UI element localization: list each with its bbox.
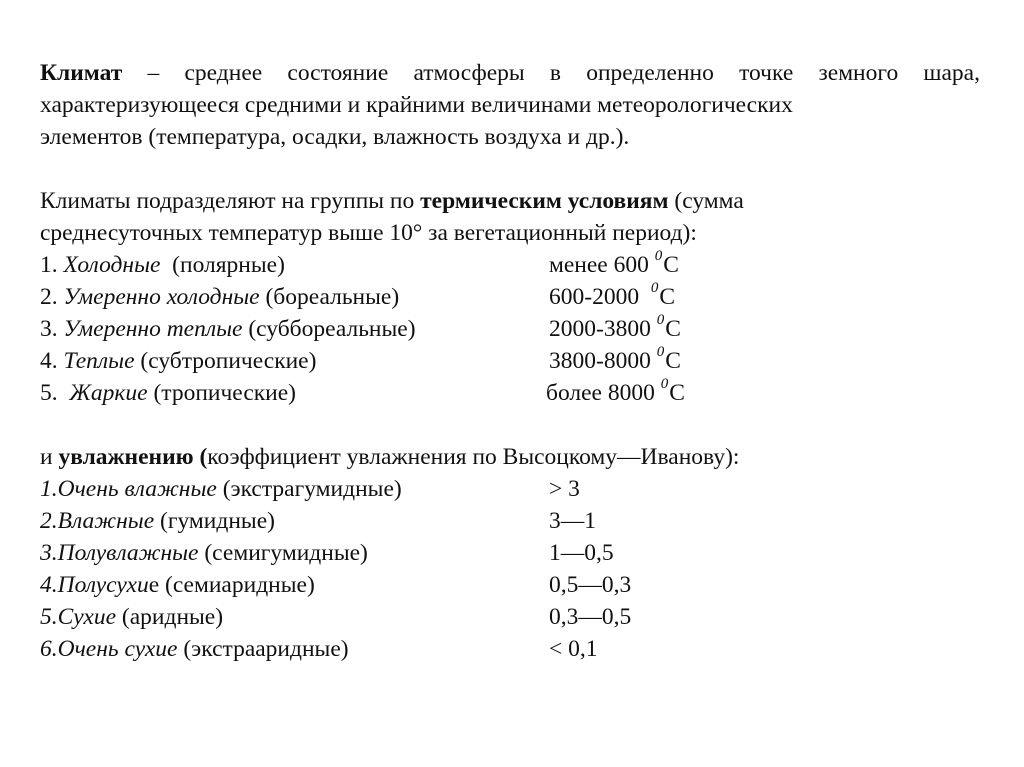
humidity-value: < 0,1	[549, 636, 598, 662]
definition-line1: – среднее состояние атмосферы в определенно точке земного шара,	[122, 60, 980, 86]
humidity-item: 5.Сухие (аридные) 0,3—0,5	[40, 601, 980, 633]
humidity-list	[40, 473, 980, 665]
thermal-item: 1. Холодные (полярные) менее 600 $^0$С	[40, 249, 980, 281]
definition-line3: элементов (температура, осадки, влажность воздуха и др.).	[40, 124, 630, 150]
definition-line2: характеризующееся средними и крайними величинами метеорологических	[40, 92, 793, 118]
climate-definition	[40, 57, 980, 121]
humidity-item: 3.Полувлажные (семигумидные) 1—0,5	[40, 537, 980, 569]
humidity-intro-bold: увлажнению (	[58, 444, 208, 470]
humidity-value: 0,3—0,5	[549, 604, 632, 630]
thermal-value: 3800-8000 $^0$С	[549, 344, 681, 374]
humidity-value: > 3	[549, 476, 580, 502]
humidity-item: 6.Очень сухие (экстрааридные) < 0,1	[40, 633, 980, 665]
thermal-item: 5. Жаркие (тропические) более 8000 $^0$С	[40, 377, 980, 409]
humidity-item: 4.Полусухие (семиаридные) 0,5—0,3	[40, 569, 980, 601]
thermal-intro: Климаты подразделяют на группы по термическим условиям (сумма	[40, 188, 744, 214]
thermal-list	[40, 249, 980, 409]
thermal-item: 4. Теплые (субтропические) 3800-8000 $^0$С	[40, 345, 980, 377]
humidity-intro: и увлажнению (коэффициент увлажнения по Высоцкому—Иванову):	[40, 444, 740, 470]
humidity-item: 1.Очень влажные (экстрагумидные) > 3	[40, 473, 980, 505]
humidity-value: 1—0,5	[549, 540, 614, 566]
humidity-value: 3—1	[549, 508, 596, 534]
thermal-value: 2000-3800 $^0$С	[549, 312, 681, 342]
thermal-intro-line2: среднесуточных температур выше 10° за вегетационный период):	[40, 220, 697, 246]
thermal-value: менее 600 $^0$С	[549, 248, 679, 278]
thermal-intro-bold: термическим условиям	[420, 188, 669, 214]
thermal-value: более 8000 $^0$С	[546, 376, 685, 406]
humidity-value: 0,5—0,3	[549, 572, 632, 598]
humidity-item: 2.Влажные (гумидные) 3—1	[40, 505, 980, 537]
document-page	[40, 57, 980, 665]
thermal-item: 2. Умеренно холодные (бореальные) 600-2000 $^0$С	[40, 281, 980, 313]
definition-term: Климат	[40, 60, 123, 86]
thermal-item: 3. Умеренно теплые (суббореальные) 2000-3800 $^0$С	[40, 313, 980, 345]
thermal-value: 600-2000 $^0$С	[549, 280, 676, 310]
